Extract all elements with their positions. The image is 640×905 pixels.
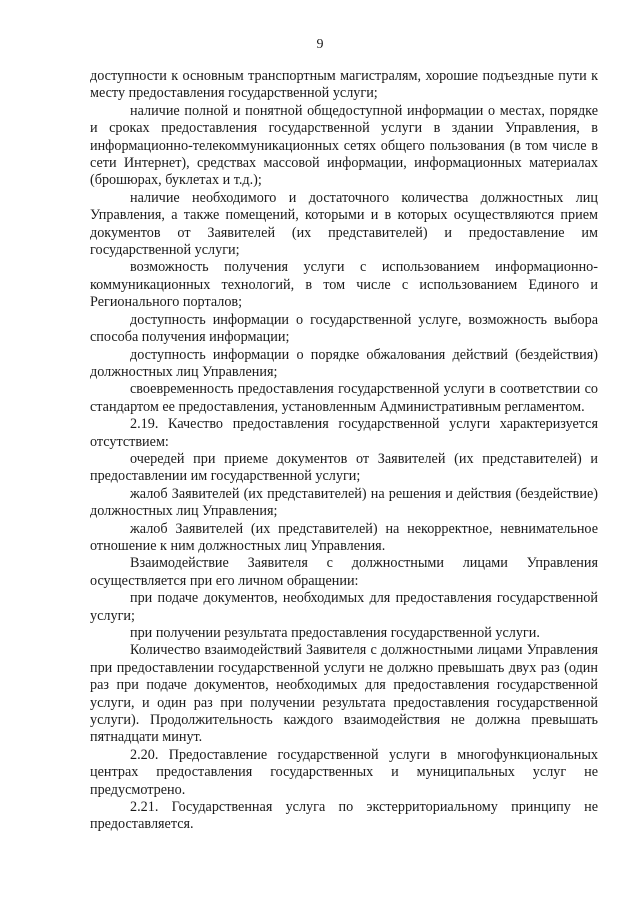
paragraph: доступность информации о порядке обжалования действий (бездействия) должностных лиц Управления; bbox=[90, 346, 598, 380]
paragraph: наличие полной и понятной общедоступной информации о местах, порядке и сроках предоставления государственной услуги в здании Управления, в информационно-телекоммуникационных сетях общего пользования (в том числе в сети Интернет), средствах массовой информации, информационных материалах (брошюрах, буклетах и т.д.); bbox=[90, 102, 598, 189]
paragraph: при подаче документов, необходимых для предоставления государственной услуги; bbox=[90, 590, 598, 624]
paragraph: своевременность предоставления государственной услуги в соответствии со стандартом ее предоставления, установленным Административным регламентом. bbox=[90, 381, 598, 415]
paragraph: при получении результата предоставления государственной услуги. bbox=[130, 625, 540, 641]
paragraph: 2.19. Качество предоставления государственной услуги характеризуется отсутствием: bbox=[90, 416, 598, 450]
paragraph: жалоб Заявителей (их представителей) на некорректное, невнимательное отношение к ним должностных лиц Управления. bbox=[90, 520, 598, 554]
paragraph: доступности к основным транспортным магистралям, хорошие подъездные пути к месту предоставления государственной услуги; bbox=[90, 68, 598, 102]
paragraph: возможность получения услуги с использованием информационно-коммуникационных технологий, в том числе с использованием Единого и Регионального порталов; bbox=[90, 259, 598, 311]
paragraph: Количество взаимодействий Заявителя с должностными лицами Управления при предоставлении государственной услуги не должно превышать двух раз (один раз при подаче документов, необходимых для предоставления государственной услуги, и один раз при получении результата предоставления государственной услуги). Продолжительность каждого взаимодействия не должна превышать пятнадцати минут. bbox=[90, 642, 598, 746]
paragraph: очередей при приеме документов от Заявителей (их представителей) и предоставлении им государственной услуги; bbox=[90, 450, 598, 485]
paragraph: жалоб Заявителей (их представителей) на решения и действия (бездействие) должностных лиц Управления; bbox=[90, 485, 598, 520]
paragraph: наличие необходимого и достаточного количества должностных лиц Управления, а также помещений, которыми и в которых осуществляются прием документов от Заявителей (их представителей) и предоставление им государственной услуги; bbox=[90, 189, 598, 259]
paragraph: Взаимодействие Заявителя с должностными лицами Управления осуществляется при его личном обращении: bbox=[90, 555, 598, 589]
paragraph: доступность информации о государственной услуге, возможность выбора способа получения информации; bbox=[90, 311, 598, 346]
paragraph: 2.20. Предоставление государственной услуги в многофункциональных центрах предоставления государственных и муниципальных услуг не предусмотрено. bbox=[90, 746, 598, 798]
page-number: 9 bbox=[316, 37, 324, 52]
document-body bbox=[90, 68, 598, 834]
paragraph: 2.21. Государственная услуга по экстерриториальному принципу не предоставляется. bbox=[90, 799, 598, 833]
